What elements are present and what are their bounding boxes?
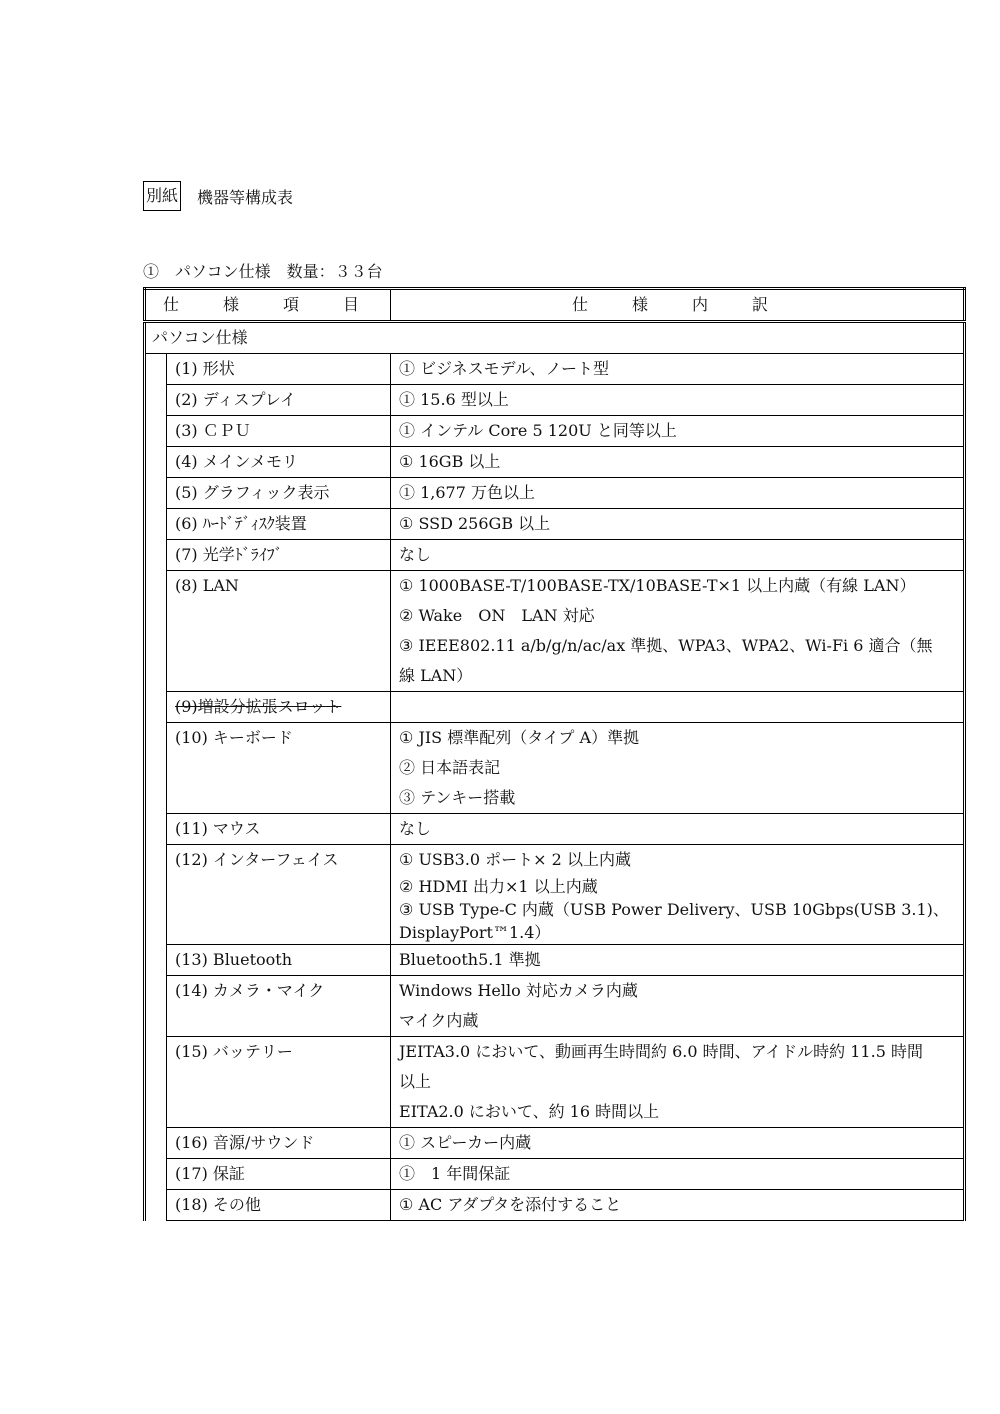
table-row [145,945,965,976]
indent-cell [145,354,167,385]
item-cell: (12) インターフェイス [167,845,391,945]
item-cell: (11) マウス [167,814,391,845]
item-cell: (2) ディスプレイ [167,385,391,416]
item-cell: (7) 光学ﾄﾞﾗｲﾌﾞ [167,540,391,571]
detail-cell [391,692,965,723]
detail-cell [391,1037,965,1128]
header-spec-item: 仕 様 項 目 [145,289,391,322]
indent-cell [145,845,167,945]
indent-cell [145,478,167,509]
table-row [145,385,965,416]
table-row [145,845,965,945]
detail-line: マイク内蔵 [399,1011,479,1030]
detail-line: 以上 [399,1072,432,1091]
item-cell: (6) ﾊｰﾄﾞﾃﾞｨｽｸ装置 [167,509,391,540]
section-subtitle: ① パソコン仕様 数量：３３台 [143,262,383,281]
spec-table [143,287,966,1221]
indent-cell [145,723,167,814]
item-cell: (10) キーボード [167,723,391,814]
item-cell: (3) ＣＰＵ [167,416,391,447]
detail-line: ① 16GB 以上 [399,452,501,471]
header-spec-detail: 仕 様 内 訳 [391,289,965,322]
detail-cell [391,945,965,976]
detail-line: ① スピーカー内蔵 [399,1133,532,1152]
table-row [145,509,965,540]
detail-line: ① 15.6 型以上 [399,390,509,409]
table-row [145,478,965,509]
detail-cell [391,976,965,1037]
detail-cell [391,447,965,478]
detail-line: ③ IEEE802.11 a/b/g/n/ac/ax 準拠、WPA3、WPA2、Wi-Fi 6 適合（無 [399,636,933,655]
item-cell: (5) グラフィック表示 [167,478,391,509]
detail-line: ② Wake ON LAN 対応 [399,606,595,625]
table-row [145,814,965,845]
detail-line: ② 日本語表記 [399,758,501,777]
detail-cell [391,571,965,692]
detail-line: 線 LAN） [399,666,473,685]
detail-line: EITA2.0 において、約 16 時間以上 [399,1102,660,1121]
detail-cell [391,354,965,385]
detail-cell [391,385,965,416]
item-cell [167,692,391,723]
indent-cell [145,1159,167,1190]
indent-cell [145,571,167,692]
document-header [143,180,293,212]
table-row [145,1128,965,1159]
indent-cell [145,976,167,1037]
detail-cell [391,1159,965,1190]
item-cell: (1) 形状 [167,354,391,385]
item-cell: (8) LAN [167,571,391,692]
item-cell: (15) バッテリー [167,1037,391,1128]
indent-cell [145,509,167,540]
detail-line: DisplayPort™1.4） [399,923,551,942]
detail-line: Windows Hello 対応カメラ内蔵 [399,981,638,1000]
detail-line: なし [399,545,432,564]
section-label: パソコン仕様 [145,322,965,354]
indent-cell [145,1037,167,1128]
detail-line: ③ USB Type-C 内蔵（USB Power Delivery、USB 10Gbps(USB 3.1)、 [399,900,949,919]
table-row [145,354,965,385]
table-row [145,416,965,447]
table-row [145,571,965,692]
detail-line: ① SSD 256GB 以上 [399,514,551,533]
table-row [145,723,965,814]
detail-line: Bluetooth5.1 準拠 [399,950,541,969]
indent-cell [145,692,167,723]
detail-line: ① 1,677 万色以上 [399,483,535,502]
indent-cell [145,945,167,976]
detail-cell [391,540,965,571]
item-cell: (14) カメラ・マイク [167,976,391,1037]
detail-cell [391,1128,965,1159]
item-cell: (17) 保証 [167,1159,391,1190]
detail-cell [391,1190,965,1221]
attachment-label: 別紙 [143,181,181,211]
detail-line: ① インテル Core 5 120U と同等以上 [399,421,677,440]
table-row [145,447,965,478]
detail-cell [391,416,965,447]
indent-cell [145,814,167,845]
detail-line: ① 1 年間保証 [399,1164,511,1183]
struck-item-label: (9)増設分拡張スロット [175,697,342,716]
table-header-row [145,289,965,322]
item-cell: (4) メインメモリ [167,447,391,478]
detail-cell [391,814,965,845]
item-cell: (16) 音源/サウンド [167,1128,391,1159]
indent-cell [145,416,167,447]
detail-line: ③ テンキー搭載 [399,788,516,807]
detail-line: なし [399,819,432,838]
table-row [145,1037,965,1128]
detail-line: ① JIS 標準配列（タイプ A）準拠 [399,728,640,747]
table-row [145,692,965,723]
item-cell: (18) その他 [167,1190,391,1221]
document-title: 機器等構成表 [197,187,294,207]
table-row [145,1190,965,1221]
indent-cell [145,447,167,478]
section-row [145,322,965,354]
detail-cell [391,478,965,509]
indent-cell [145,385,167,416]
indent-cell [145,540,167,571]
detail-line: ② HDMI 出力×1 以上内蔵 [399,877,598,896]
table-row [145,540,965,571]
table-row [145,976,965,1037]
detail-cell [391,845,965,945]
detail-line: ① USB3.0 ポート× 2 以上内蔵 [399,850,631,869]
detail-line: ① ビジネスモデル、ノート型 [399,359,610,378]
indent-cell [145,1128,167,1159]
detail-cell [391,509,965,540]
detail-cell [391,723,965,814]
detail-line: ① 1000BASE-T/100BASE-TX/10BASE-T×1 以上内蔵（有線 LAN） [399,576,916,595]
table-row [145,1159,965,1190]
indent-cell [145,1190,167,1221]
item-cell: (13) Bluetooth [167,945,391,976]
detail-line: ① AC アダプタを添付すること [399,1195,622,1214]
detail-line: JEITA3.0 において、動画再生時間約 6.0 時間、アイドル時約 11.5 時間 [399,1042,923,1061]
